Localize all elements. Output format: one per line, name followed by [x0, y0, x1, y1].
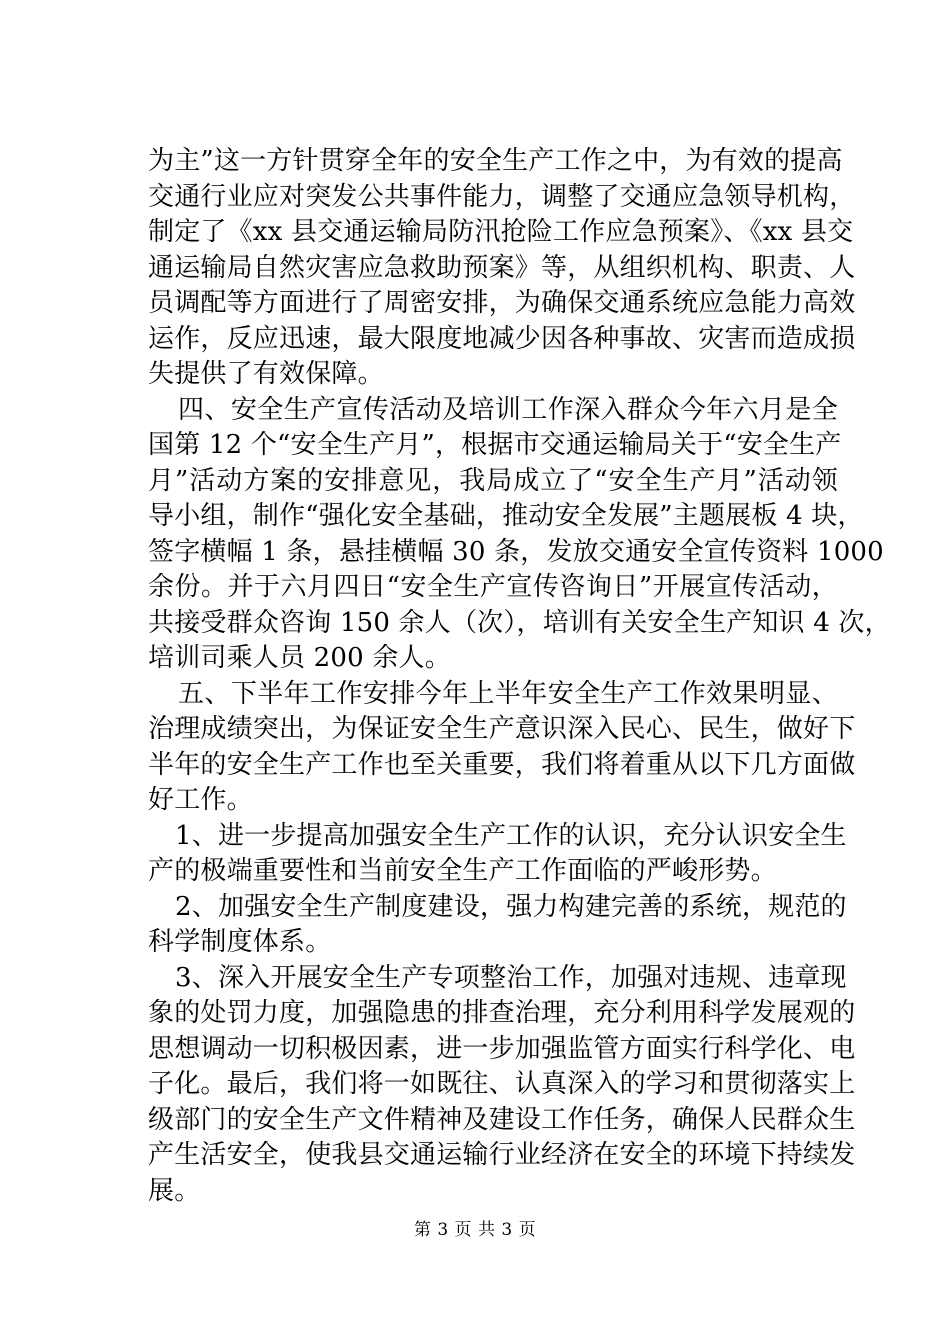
text-line: 余份。并于六月四日“安全生产宣传咨询日”开展宣传活动， — [148, 572, 838, 602]
text-line: 培训司乘人员 200 余人。 — [148, 643, 451, 673]
text-line: 3、深入开展安全生产专项整治工作，加强对违规、违章现 — [175, 962, 847, 993]
text-line: 1、进一步提高加强安全生产工作的认识，充分认识安全生 — [175, 820, 847, 851]
text-line: 五、下半年工作安排今年上半年安全生产工作效果明显、 — [178, 678, 838, 709]
text-line: 科学制度体系。 — [148, 927, 332, 957]
document-body — [148, 144, 891, 1209]
text-line: 产生活安全，使我县交通运输行业经济在安全的环境下持续发 — [148, 1140, 856, 1170]
text-line: 共接受群众咨询 150 余人（次），培训有关安全生产知识 4 次， — [148, 607, 891, 638]
text-line: 思想调动一切积极因素，进一步加强监管方面实行科学化、电 — [148, 1033, 856, 1064]
text-line: 半年的安全生产工作也至关重要，我们将着重从以下几方面做 — [148, 749, 856, 780]
paragraph-4-safety-promotion — [148, 393, 891, 677]
text-line: 国第 12 个“安全生产月”，根据市交通运输局关于“安全生产 — [148, 430, 842, 460]
text-line: 为主”这一方针贯穿全年的安全生产工作之中，为有效的提高 — [148, 146, 843, 176]
text-line: 运作，反应迅速，最大限度地减少因各种事故、灾害而造成损 — [148, 323, 856, 354]
text-line: 交通行业应对突发公共事件能力，调整了交通应急领导机构， — [148, 181, 856, 212]
text-line: 2、加强安全生产制度建设，强力构建完善的系统，规范的 — [175, 891, 847, 922]
paragraph-item-3 — [148, 961, 856, 1210]
text-line: 产的极端重要性和当前安全生产工作面临的严峻形势。 — [148, 856, 777, 886]
text-line: 级部门的安全生产文件精神及建设工作任务，确保人民群众生 — [148, 1104, 856, 1135]
text-line: 象的处罚力度，加强隐患的排查治理，充分利用科学发展观的 — [148, 998, 856, 1028]
text-line: 通运输局自然灾害应急救助预案》等，从组织机构、职责、人 — [148, 252, 856, 283]
text-line: 员调配等方面进行了周密安排，为确保交通系统应急能力高效 — [148, 288, 856, 318]
text-line: 制定了《xx 县交通运输局防汛抢险工作应急预案》、《xx 县交 — [148, 217, 854, 247]
text-line: 治理成绩突出，为保证安全生产意识深入民心、民生，做好下 — [148, 714, 856, 744]
text-line: 失提供了有效保障。 — [148, 359, 384, 389]
paragraph-item-1 — [148, 819, 847, 890]
text-line: 四、安全生产宣传活动及培训工作深入群众今年六月是全 — [178, 394, 838, 425]
paragraph-3-conclusion — [148, 144, 856, 393]
paragraph-item-2 — [148, 890, 847, 961]
paragraph-5-second-half-plan — [148, 677, 856, 819]
text-line: 月”活动方案的安排意见，我局成立了“安全生产月”活动领 — [148, 465, 838, 496]
text-line: 展。 — [148, 1175, 201, 1206]
text-line: 签字横幅 1 条，悬挂横幅 30 条，发放交通安全宣传资料 1000 — [148, 536, 884, 567]
text-line: 好工作。 — [148, 785, 253, 815]
page-footer — [0, 1218, 950, 1242]
text-line: 导小组，制作“强化安全基础，推动安全发展”主题展板 4 块， — [148, 501, 864, 531]
text-line: 子化。最后，我们将一如既往、认真深入的学习和贯彻落实上 — [148, 1069, 856, 1099]
page-number-label: 第 3 页 共 3 页 — [413, 1220, 537, 1240]
